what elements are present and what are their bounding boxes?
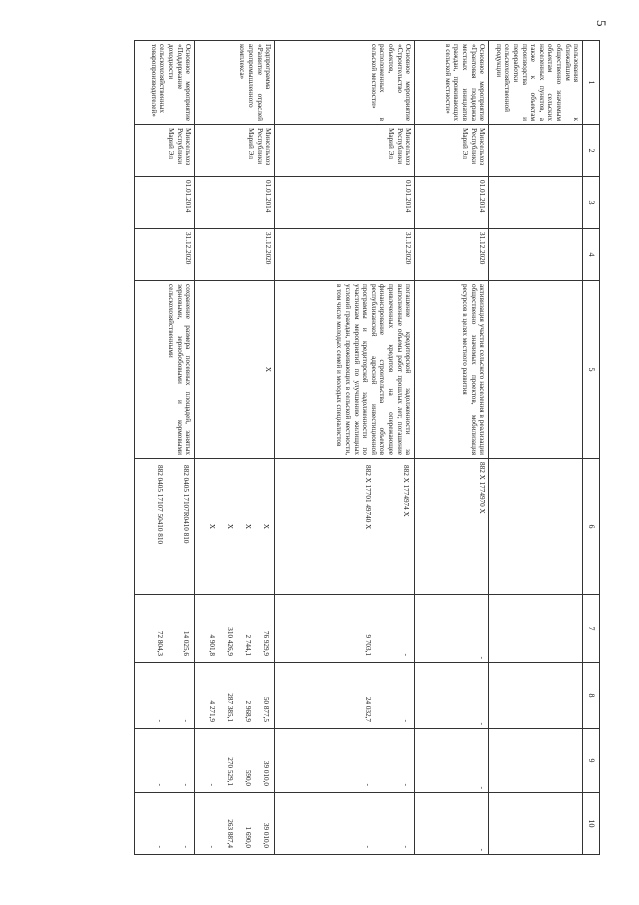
value-cell: -: [415, 595, 489, 663]
end-date-cell: 31.12.2020: [275, 229, 415, 281]
budget-code-cell: [489, 459, 583, 595]
event-name-cell: пользования к ближайшим общественно значимым объектам сельских населенных пунктов, а также к объектам производства и переработки сельскохозяйственной продукции: [489, 41, 583, 125]
budget-code-line: X: [226, 523, 235, 530]
value-cell: [195, 663, 275, 729]
value-line: 76 929,9: [262, 630, 271, 656]
value-cell: -: [415, 663, 489, 729]
start-date-cell: 01.01.2014: [195, 177, 275, 229]
col-header-10: 10: [583, 793, 600, 855]
col-header-6: 6: [583, 459, 600, 595]
value-line: -: [182, 845, 191, 848]
budget-code-line: 882 0405 17107R0410 810: [182, 465, 191, 544]
value-line: 270 529,1: [226, 757, 235, 786]
value-cell: [135, 729, 195, 793]
value-line: 14 025,6: [182, 630, 191, 656]
executor-cell: Минсельхоз Республики Марий Эл: [275, 125, 415, 177]
value-line: 39 010,0: [262, 822, 271, 848]
budget-code-cell: [275, 459, 415, 595]
value-line: 50 877,5: [262, 696, 271, 722]
value-line: -: [364, 783, 373, 786]
result-cell: X: [195, 281, 275, 459]
budget-code-line: X: [262, 523, 271, 530]
value-line: -: [208, 783, 217, 786]
end-date-cell: [489, 229, 583, 281]
budget-code-cell: 882 X 1774970 X: [415, 459, 489, 595]
value-cell: [275, 729, 415, 793]
value-line: -: [402, 783, 411, 786]
value-cell: [135, 595, 195, 663]
value-line: -: [156, 719, 165, 722]
start-date-cell: 01.01.2014: [275, 177, 415, 229]
col-header-9: 9: [583, 729, 600, 793]
event-name-cell: Основное мероприятие «Грантовая поддержка местных инициатив граждан, проживающих в сельской местности»: [415, 41, 489, 125]
budget-code-line: 882 X 17701 49740 X: [364, 465, 373, 530]
value-line: 1 690,0: [244, 826, 253, 848]
value-line: -: [208, 845, 217, 848]
col-header-7: 7: [583, 595, 600, 663]
value-cell: [195, 793, 275, 855]
budget-code-cell: [195, 459, 275, 595]
table-row: [195, 41, 275, 855]
value-line: -: [182, 719, 191, 722]
value-line: 310 426,9: [226, 627, 235, 656]
value-line: -: [156, 783, 165, 786]
start-date-cell: 01.01.2014: [415, 177, 489, 229]
event-name-cell: Подпрограмма «Развитие отраслей агропромышленного комплекса»: [195, 41, 275, 125]
value-line: 39 010,0: [262, 760, 271, 786]
table-row: [415, 41, 489, 855]
event-name-cell: Основное мероприятие «Поддержание доходности сельскохозяйственных товаропроизводителей»: [135, 41, 195, 125]
col-header-1: 1: [583, 41, 600, 125]
budget-code-line: X: [244, 523, 253, 530]
table-row: [275, 41, 415, 855]
page-number: 5: [594, 20, 609, 27]
value-line: 4 271,9: [208, 700, 217, 722]
value-line: 9 703,1: [364, 634, 373, 656]
budget-code-cell: [135, 459, 195, 595]
value-line: -: [182, 783, 191, 786]
event-name-cell: Основное мероприятие «Строительство объектов, расположенных в сельской местности»: [275, 41, 415, 125]
result-cell: [489, 281, 583, 459]
end-date-cell: 31.12.2020: [415, 229, 489, 281]
table-row: [135, 41, 195, 855]
value-line: -: [402, 653, 411, 656]
executor-cell: Минсельхоз Республики Марий Эл: [135, 125, 195, 177]
value-line: -: [402, 719, 411, 722]
start-date-cell: 01.01.2014: [135, 177, 195, 229]
value-cell: [489, 595, 583, 663]
value-cell: [489, 793, 583, 855]
value-cell: -: [415, 729, 489, 793]
header-row: [583, 41, 600, 855]
value-cell: [135, 793, 195, 855]
executor-cell: Минсельхоз Республики Марий Эл: [195, 125, 275, 177]
value-line: 2 744,1: [244, 634, 253, 656]
value-line: -: [156, 845, 165, 848]
col-header-5: 5: [583, 281, 600, 459]
value-cell: [135, 663, 195, 729]
col-header-2: 2: [583, 125, 600, 177]
budget-code-line: X: [208, 523, 217, 530]
result-cell: активизация участия сельского населения в реализации общественно значимых проектов, мобилизация ресурсов в целях местного развития: [415, 281, 489, 459]
value-line: 72 804,3: [156, 630, 165, 656]
budget-code-line: 882 X 1774974 X: [402, 465, 411, 517]
rotated-page: [120, 40, 600, 860]
value-cell: [275, 595, 415, 663]
value-line: 24 032,7: [364, 696, 373, 722]
value-cell: [489, 663, 583, 729]
col-header-8: 8: [583, 663, 600, 729]
value-cell: [195, 595, 275, 663]
value-cell: [275, 663, 415, 729]
col-header-3: 3: [583, 177, 600, 229]
executor-cell: [489, 125, 583, 177]
budget-code-line: 882 0405 17107 50410 810: [156, 465, 165, 545]
table-row: [489, 41, 583, 855]
value-cell: [195, 729, 275, 793]
end-date-cell: 31.12.2020: [195, 229, 275, 281]
value-line: -: [402, 845, 411, 848]
value-cell: [489, 729, 583, 793]
value-line: -: [364, 845, 373, 848]
value-line: 2 968,9: [244, 700, 253, 722]
col-header-4: 4: [583, 229, 600, 281]
result-cell: сохранение размера посевных площадей, занятых зерновыми, зернобобовыми и кормовыми сельскохозяйственными: [135, 281, 195, 459]
result-cell: погашение кредиторской задолженности за выполненные объемы работ прошлых лет; погашение привлеченных кредитов на опережающее финансирование строительства объектов республиканской адресной инвестиционной программы и кредиторской задолженности по участникам мероприятий по улучшению жилищных условий граждан, проживающих в сельской местности, в том числе молодых семей и молодых специалистов: [275, 281, 415, 459]
start-date-cell: [489, 177, 583, 229]
value-line: 287 385,1: [226, 693, 235, 722]
value-line: 590,0: [244, 769, 253, 786]
value-cell: [275, 793, 415, 855]
value-line: 263 887,4: [226, 819, 235, 848]
executor-cell: Минсельхоз Республики Марий Эл: [415, 125, 489, 177]
end-date-cell: 31.12.2020: [135, 229, 195, 281]
program-table: [134, 40, 600, 855]
value-cell: -: [415, 793, 489, 855]
value-line: 4 901,8: [208, 634, 217, 656]
